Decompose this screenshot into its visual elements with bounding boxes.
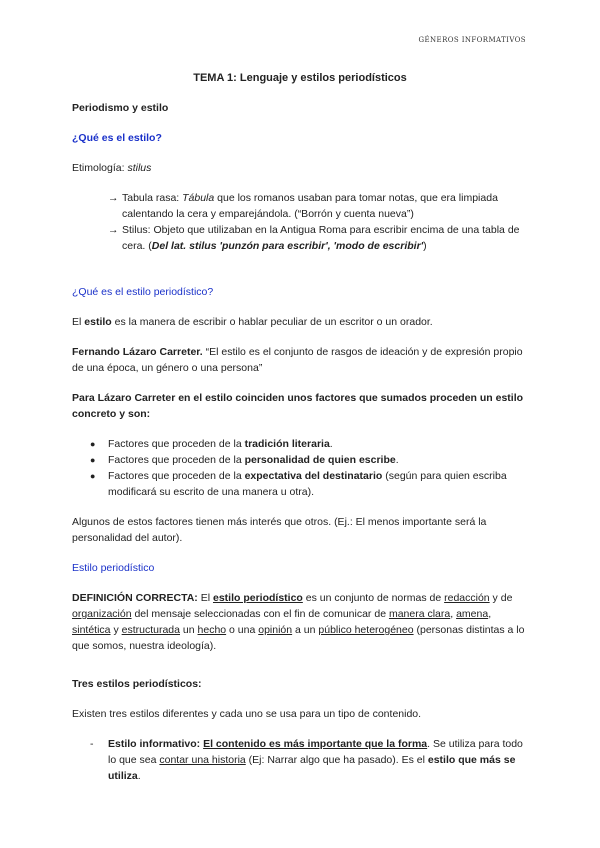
- list-item: [90, 736, 528, 784]
- text: ,: [450, 608, 457, 620]
- factors-list: [72, 436, 528, 500]
- section-heading-periodismo: Periodismo y estilo: [72, 102, 169, 114]
- etimologia-line: [72, 160, 528, 176]
- arrow-icon: →: [108, 192, 119, 204]
- underlined-term: estructurada: [121, 624, 180, 636]
- bold-term: Estilo informativo:: [108, 738, 204, 750]
- underlined-term: estilo periodístico: [212, 592, 303, 604]
- dash-icon: -: [90, 738, 94, 750]
- estilo-definition: [72, 314, 528, 330]
- list-item: [90, 436, 528, 452]
- question-estilo-periodistico: ¿Qué es el estilo periodístico?: [72, 286, 214, 298]
- text: es la manera de escribir o hablar peculiar de un escritor o un orador.: [111, 316, 433, 328]
- bullet-icon: ●: [90, 439, 96, 449]
- text: del mensaje seleccionadas con el fin de comunicar de: [131, 608, 389, 620]
- definition-label: DEFINICIÓN CORRECTA:: [72, 592, 198, 604]
- etimologia-word: stilus: [127, 162, 152, 174]
- item-italic: Tábula: [182, 192, 215, 204]
- text: .: [137, 770, 141, 782]
- text: (Ej: Narrar algo que ha pasado). Es el: [245, 754, 428, 766]
- list-item: [90, 452, 528, 468]
- text: Factores que proceden de la: [108, 438, 245, 450]
- text: y: [110, 624, 122, 636]
- text: (según para quien escriba modificará su escrito de una manera u otra).: [108, 470, 507, 498]
- page-title: TEMA 1: Lenguaje y estilos periodísticos: [193, 72, 407, 84]
- bold-term: expectativa del destinatario: [244, 470, 383, 482]
- underlined-term: público heterogéneo: [318, 624, 414, 636]
- underlined-term: contar una historia: [159, 754, 246, 766]
- underlined-term: El contenido es más importante que la forma: [203, 738, 428, 750]
- definition-paragraph: [72, 590, 528, 654]
- underlined-term: sintética: [72, 624, 111, 636]
- text: un: [180, 624, 198, 636]
- item-text: ): [423, 240, 427, 252]
- underlined-term: organización: [72, 608, 132, 620]
- header-tag: GÉNEROS INFORMATIVOS: [418, 36, 526, 44]
- item-text: Tabula rasa:: [122, 192, 183, 204]
- item-text: Stilus: Objeto que utilizaban en la Antigua Roma para escribir encima de una tabla de cera. (: [122, 224, 520, 252]
- underlined-term: opinión: [258, 624, 293, 636]
- text: Factores que proceden de la: [108, 454, 245, 466]
- text: . Se utiliza para todo lo que sea: [108, 738, 523, 766]
- underlined-term: amena: [456, 608, 489, 620]
- text: Factores que proceden de la: [108, 470, 245, 482]
- quote-paragraph: [72, 344, 528, 376]
- underlined-term: redacción: [444, 592, 490, 604]
- section-heading-tres-estilos: Tres estilos periodísticos:: [72, 678, 202, 690]
- item-text: que los romanos usaban para tomar notas, que era limpiada calentando la cera y emparejándola. (“Borrón y cuenta nueva”): [122, 192, 498, 220]
- list-item: [108, 222, 528, 254]
- quote-author: Fernando Lázaro Carreter.: [72, 346, 203, 358]
- factors-note: Algunos de estos factores tienen más interés que otros. (Ej.: El menos importante será la personalidad del autor).: [72, 516, 487, 544]
- factors-intro: Para Lázaro Carreter en el estilo coinciden unos factores que sumados proceden un estilo concreto y son:: [72, 392, 524, 420]
- etimologia-label: Etimología:: [72, 162, 125, 174]
- bullet-icon: ●: [90, 471, 96, 481]
- text: o una: [226, 624, 259, 636]
- text: y de: [489, 592, 513, 604]
- text: es un conjunto de normas de: [302, 592, 445, 604]
- bold-term: estilo que más se utiliza: [108, 754, 516, 782]
- list-item: [108, 190, 528, 222]
- text: ,: [488, 608, 492, 620]
- text: El: [72, 316, 85, 328]
- item-bold-italic: Del lat. stilus 'punzón para escribir', 'modo de escribir': [151, 240, 424, 252]
- text: (personas distintas a lo que somos, nuestra ideología).: [72, 624, 525, 652]
- tres-estilos-intro: Existen tres estilos diferentes y cada uno se usa para un tipo de contenido.: [72, 708, 422, 720]
- bold-term: estilo: [84, 316, 112, 328]
- underlined-term: hecho: [197, 624, 227, 636]
- list-item: [90, 468, 528, 500]
- quote-text: “El estilo es el conjunto de rasgos de ideación y de expresión propio de una época, un género o una persona”: [72, 346, 523, 374]
- text: a un: [292, 624, 319, 636]
- document-body: [72, 70, 528, 784]
- bold-term: tradición literaria: [244, 438, 330, 450]
- underlined-term: manera clara: [388, 608, 451, 620]
- text: .: [329, 438, 333, 450]
- bullet-icon: ●: [90, 455, 96, 465]
- estilos-list: [72, 736, 528, 784]
- text: .: [395, 454, 399, 466]
- arrow-list: [72, 190, 528, 254]
- text: El: [197, 592, 213, 604]
- bold-term: personalidad de quien escribe: [244, 454, 396, 466]
- section-heading-estilo-periodistico: Estilo periodístico: [72, 562, 155, 574]
- question-estilo: ¿Qué es el estilo?: [72, 132, 162, 144]
- arrow-icon: →: [108, 224, 119, 236]
